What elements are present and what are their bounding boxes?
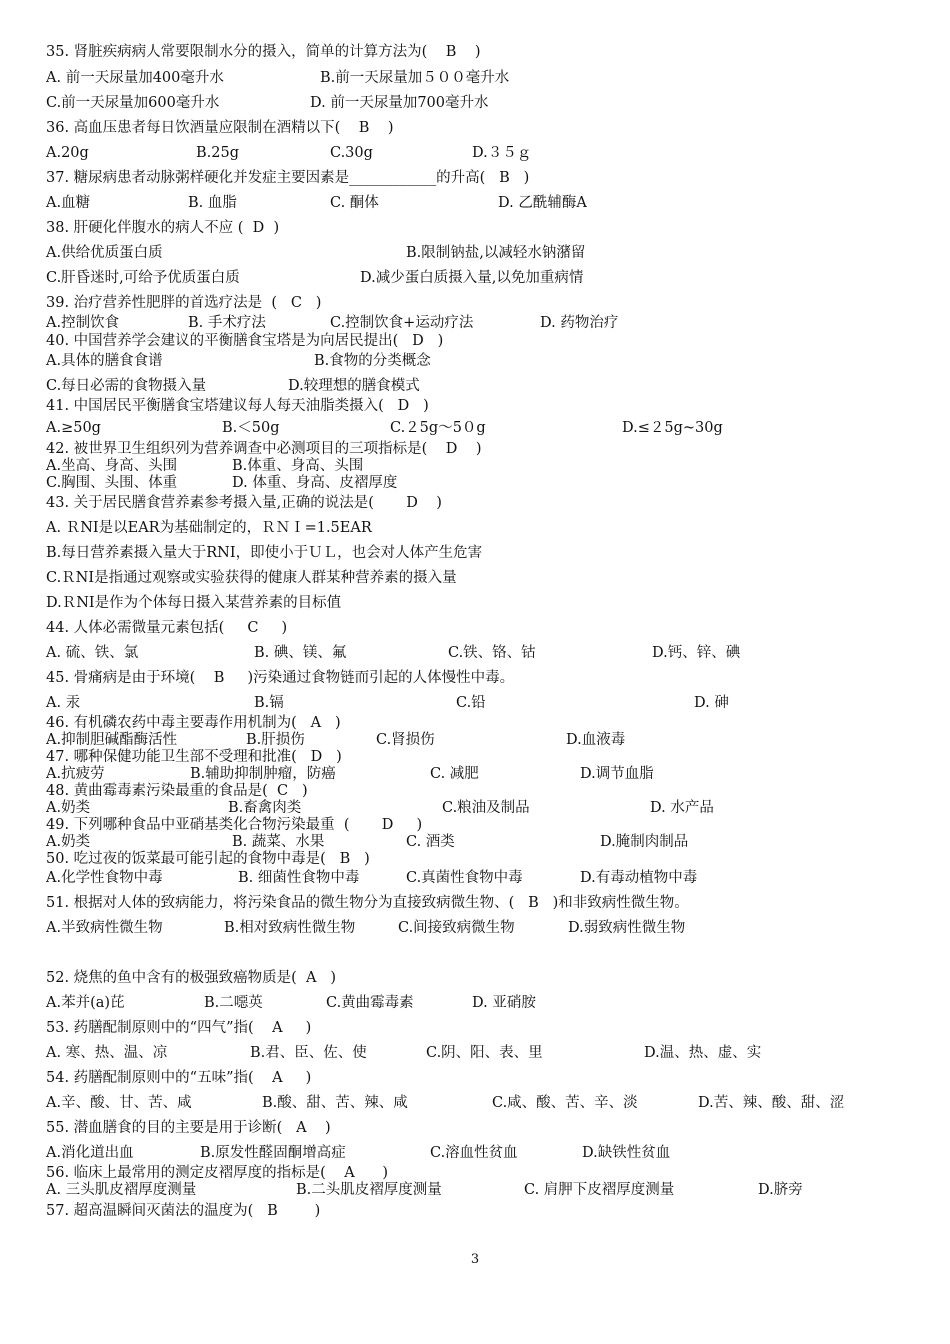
text-line [0, 1144, 950, 1162]
question-text: A.坐高、身高、头围 [46, 458, 178, 474]
option-text: D.苦、辣、酸、甜、涩 [698, 1095, 845, 1111]
question-text: A.奶类 [46, 800, 91, 816]
question-text: 56. 临床上最常用的测定皮褶厚度的指标是( A ) [46, 1165, 389, 1181]
option-text: D.温、热、虚、实 [644, 1045, 762, 1061]
question-text: 48. 黄曲霉毒素污染最重的食品是( C ) [46, 783, 308, 799]
option-text: B. 手术疗法 [188, 315, 266, 331]
text-line [0, 1069, 950, 1087]
question-text: A.20g [46, 145, 89, 161]
option-text: D.３５ｇ [472, 145, 532, 161]
text-line [0, 194, 950, 212]
question-text: 38. 肝硬化伴腹水的病人不应 ( D ) [46, 220, 280, 236]
question-text: A.消化道出血 [46, 1145, 134, 1161]
option-text: D. 亚硝胺 [472, 995, 536, 1011]
option-text: D.脐旁 [758, 1182, 803, 1198]
text-line [0, 619, 950, 637]
text-line [0, 782, 950, 800]
option-text: C.真菌性食物中毒 [406, 870, 523, 886]
option-text: B.限制钠盐,以减轻水钠潴留 [406, 245, 586, 261]
option-text: D.腌制肉制品 [600, 834, 689, 850]
option-text: B.＜50g [222, 420, 280, 436]
option-text: D. 乙酰辅酶A [498, 195, 587, 211]
question-text: A.辛、酸、甘、苦、咸 [46, 1095, 192, 1111]
text-line [0, 869, 950, 887]
text-line [0, 494, 950, 512]
question-text: 45. 骨痛病是由于环境( B )污染通过食物链而引起的人体慢性中毒。 [46, 670, 515, 686]
text-line [0, 694, 950, 712]
question-text: 43. 关于居民膳食营养素参考摄入量,正确的说法是( D ) [46, 495, 442, 511]
text-line [0, 377, 950, 395]
text-line [0, 397, 950, 415]
question-text: C.前一天尿量加600毫升水 [46, 95, 220, 111]
option-text: D. 药物治疗 [540, 315, 619, 331]
question-text: 39. 治疗营养性肥胖的首选疗法是 ( C ) [46, 295, 322, 311]
option-text: C.２5g～5０g [390, 420, 486, 436]
option-text: D.弱致病性微生物 [568, 920, 686, 936]
option-text: C.溶血性贫血 [430, 1145, 518, 1161]
text-line [0, 457, 950, 475]
text-line [0, 669, 950, 687]
option-text: D.血液毒 [566, 732, 626, 748]
option-text: B. 蔬菜、水果 [232, 834, 325, 850]
option-text: B.二噁英 [204, 995, 263, 1011]
question-text: A. 三头肌皮褶厚度测量 [46, 1182, 197, 1198]
question-text: 52. 烧焦的鱼中含有的极强致癌物质是( A ) [46, 970, 336, 986]
page-number: 3 [470, 1252, 480, 1267]
option-text: D.有毒动植物中毒 [580, 870, 698, 886]
question-text: 41. 中国居民平衡膳食宝塔建议每人每天油脂类摄入( D ) [46, 398, 429, 414]
text-line [0, 1044, 950, 1062]
text-line [0, 1119, 950, 1137]
question-text: 50. 吃过夜的饭菜最可能引起的食物中毒是( B ) [46, 851, 370, 867]
text-line [0, 544, 950, 562]
question-text: 46. 有机磷农药中毒主要毒作用机制为( A ) [46, 715, 341, 731]
option-text: B.原发性醛固酮增高症 [200, 1145, 346, 1161]
text-line [0, 440, 950, 458]
text-line [0, 419, 950, 437]
text-line [0, 569, 950, 587]
option-text: B.25g [196, 145, 239, 161]
text-line [0, 894, 950, 912]
option-text: D.减少蛋白质摄入量,以免加重病情 [360, 270, 584, 286]
option-text: D. 水产品 [650, 800, 714, 816]
question-text: A.供给优质蛋白质 [46, 245, 163, 261]
question-text: A.抗疲劳 [46, 766, 105, 782]
text-line [0, 594, 950, 612]
option-text: D. 前一天尿量加700毫升水 [310, 95, 489, 111]
question-text: 36. 高血压患者每日饮酒量应限制在酒精以下( B ) [46, 120, 394, 136]
question-text: 51. 根据对人体的致病能力，将污染食品的微生物分为直接致病微生物、( B )和非致病性微生物。 [46, 895, 689, 911]
text-line [0, 1164, 950, 1182]
question-text: 57. 超高温瞬间灭菌法的温度为( B ) [46, 1203, 321, 1219]
question-text: A.化学性食物中毒 [46, 870, 163, 886]
text-line [0, 1202, 950, 1220]
option-text: C.间接致病微生物 [398, 920, 515, 936]
question-text: 44. 人体必需微量元素包括( C ) [46, 620, 288, 636]
question-text: 47. 哪种保健功能卫生部不受理和批准( D ) [46, 749, 342, 765]
option-text: B. 血脂 [188, 195, 237, 211]
option-text: C. 酮体 [330, 195, 379, 211]
question-text: 54. 药膳配制原则中的“五味”指( A ) [46, 1070, 312, 1086]
option-text: D.钙、锌、碘 [652, 645, 741, 661]
text-line [0, 994, 950, 1012]
option-text: C. 酒类 [406, 834, 455, 850]
option-text: C. 减肥 [430, 766, 479, 782]
option-text: B.镉 [254, 695, 284, 711]
text-line [0, 833, 950, 851]
text-line [0, 1019, 950, 1037]
option-text: C.铅 [456, 695, 486, 711]
question-text: A.血糖 [46, 195, 91, 211]
text-line [0, 519, 950, 537]
text-line [0, 144, 950, 162]
option-text: B.二头肌皮褶厚度测量 [296, 1182, 442, 1198]
question-text: A. 汞 [46, 695, 81, 711]
question-text: A.半致病性微生物 [46, 920, 163, 936]
option-text: B.肝损伤 [246, 732, 305, 748]
question-text: A. ＲNI是以EAR为基础制定的，ＲＮＩ=1.5EAR [46, 520, 372, 536]
question-text: A.≥50g [46, 420, 101, 436]
question-text: A.奶类 [46, 834, 91, 850]
option-text: D.缺铁性贫血 [582, 1145, 671, 1161]
text-line [0, 1181, 950, 1199]
text-line [0, 816, 950, 834]
question-text: C.肝昏迷时,可给予优质蛋白质 [46, 270, 240, 286]
option-text: B.体重、身高、头围 [232, 458, 364, 474]
text-line [0, 219, 950, 237]
option-text: C.阴、阳、表、里 [426, 1045, 543, 1061]
option-text: D.调节血脂 [580, 766, 654, 782]
question-text: 49. 下列哪种食品中亚硝基类化合物污染最重 ( D ) [46, 817, 423, 833]
text-line [0, 799, 950, 817]
option-text: B.相对致病性微生物 [224, 920, 356, 936]
question-text: C.ＲNI是指通过观察或实验获得的健康人群某种营养素的摄入量 [46, 570, 457, 586]
text-line [0, 765, 950, 783]
option-text: C.控制饮食+运动疗法 [330, 315, 474, 331]
option-text: D.≤２5g~30g [622, 420, 723, 436]
text-line [0, 352, 950, 370]
text-line [0, 169, 950, 187]
question-text: 37. 糖尿病患者动脉粥样硬化并发症主要因素是____________的升高( B ) [46, 170, 530, 186]
question-text: D.ＲNI是作为个体每日摄入某营养素的目标值 [46, 595, 342, 611]
question-text: A. 寒、热、温、凉 [46, 1045, 168, 1061]
question-text: A.苯并(a)芘 [46, 995, 125, 1011]
option-text: C.咸、酸、苦、辛、淡 [492, 1095, 638, 1111]
option-text: D. 砷 [694, 695, 729, 711]
text-line [0, 850, 950, 868]
text-line [0, 294, 950, 312]
question-text: A. 前一天尿量加400毫升水 [46, 70, 224, 86]
question-text: 42. 被世界卫生组织列为营养调查中必测项目的三项指标是( D ) [46, 441, 482, 457]
text-line [0, 731, 950, 749]
text-line [0, 919, 950, 937]
text-line [0, 714, 950, 732]
option-text: C.黄曲霉毒素 [326, 995, 414, 1011]
question-text: A. 硫、铁、氯 [46, 645, 139, 661]
question-text: C.胸围、头围、体重 [46, 475, 178, 491]
option-text: D. 体重、身高、皮褶厚度 [232, 475, 398, 491]
text-line [0, 269, 950, 287]
question-text: 35. 肾脏疾病病人常要限制水分的摄入，简单的计算方法为( B ) [46, 44, 481, 60]
question-text: 40. 中国营养学会建议的平衡膳食宝塔是为向居民提出( D ) [46, 333, 444, 349]
text-line [0, 969, 950, 987]
question-text: A.具体的膳食食谱 [46, 353, 163, 369]
option-text: B.酸、甜、苦、辣、咸 [262, 1095, 408, 1111]
text-line [0, 748, 950, 766]
text-line [0, 43, 950, 61]
option-text: C.粮油及制品 [442, 800, 530, 816]
option-text: B.食物的分类概念 [314, 353, 431, 369]
option-text: B.前一天尿量加５００毫升水 [320, 70, 510, 86]
option-text: B. 细菌性食物中毒 [238, 870, 360, 886]
option-text: C.30g [330, 145, 373, 161]
text-line [0, 119, 950, 137]
option-text: B.辅助抑制肿瘤，防癌 [190, 766, 336, 782]
question-text: 55. 潜血膳食的目的主要是用于诊断( A ) [46, 1120, 331, 1136]
text-line [0, 69, 950, 87]
option-text: B.畜禽肉类 [228, 800, 302, 816]
question-text: A.抑制胆碱酯酶活性 [46, 732, 178, 748]
option-text: C.铁、铬、钴 [448, 645, 536, 661]
option-text: B. 碘、镁、氟 [254, 645, 347, 661]
option-text: C.肾损伤 [376, 732, 435, 748]
text-line [0, 644, 950, 662]
question-text: A.控制饮食 [46, 315, 120, 331]
question-text: B.每日营养素摄入量大于RNI，即使小于ＵＬ，也会对人体产生危害 [46, 545, 483, 561]
question-text: 53. 药膳配制原则中的“四气”指( A ) [46, 1020, 312, 1036]
text-line [0, 94, 950, 112]
text-line [0, 314, 950, 332]
text-line [0, 1094, 950, 1112]
text-line [0, 474, 950, 492]
question-text: C.每日必需的食物摄入量 [46, 378, 207, 394]
text-line [0, 332, 950, 350]
option-text: B.君、臣、佐、使 [250, 1045, 367, 1061]
option-text: D.较理想的膳食模式 [288, 378, 420, 394]
text-line [0, 244, 950, 262]
option-text: C. 肩胛下皮褶厚度测量 [524, 1182, 675, 1198]
